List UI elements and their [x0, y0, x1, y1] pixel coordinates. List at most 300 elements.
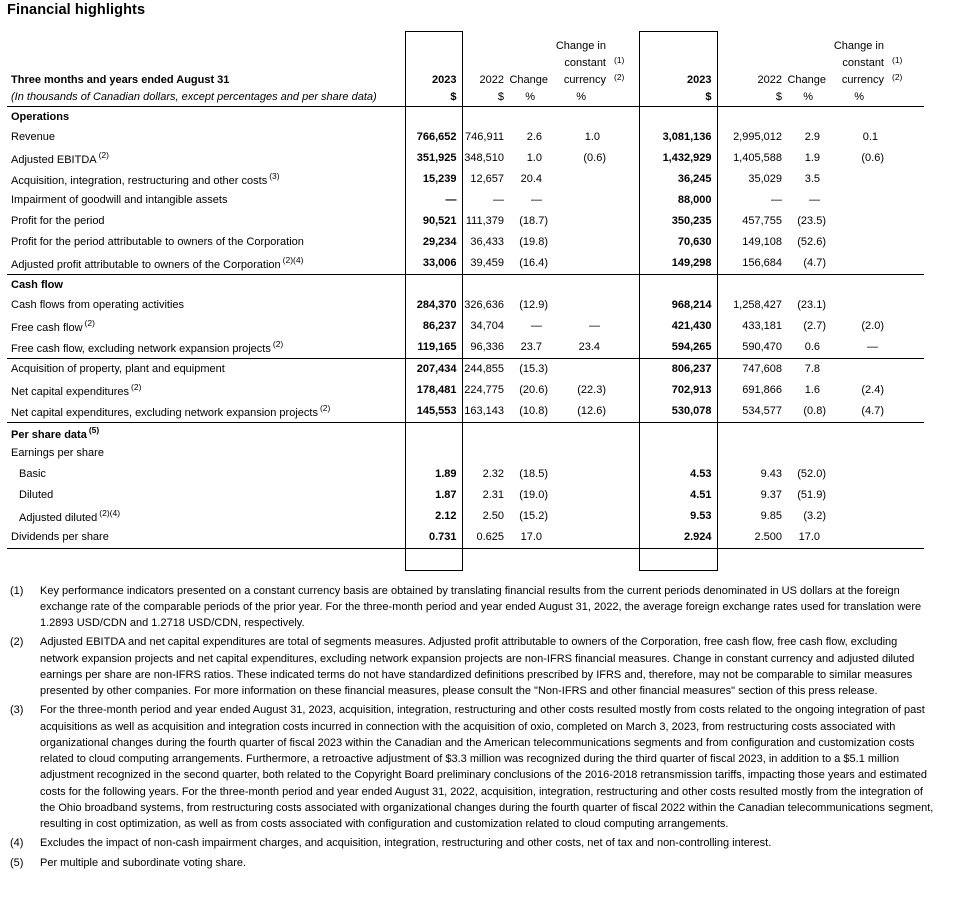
cell-year-change: 17.0 — [798, 531, 820, 543]
cell-year-2023 — [639, 106, 717, 127]
cell-quarter-change: 2.6 — [526, 131, 542, 143]
cell-quarter-2022: 111,379 — [465, 215, 504, 227]
cell-quarter-change: (15.2) — [519, 510, 548, 522]
cell-quarter-change: (15.3) — [509, 358, 553, 380]
cell-quarter-change: 20.4 — [520, 173, 542, 185]
cell-year-change: 1.9 — [804, 152, 820, 164]
row-label — [7, 190, 405, 211]
units-label: (In thousands of Canadian dollars, except percentages and per share data) — [11, 90, 377, 103]
cell-quarter-change: 17.0 — [520, 531, 542, 543]
row-label-text: Adjusted diluted — [19, 512, 98, 524]
cell-year-change — [787, 274, 831, 295]
cell-quarter-2023: 0.731 — [405, 527, 462, 549]
cell-spacer — [889, 232, 924, 253]
row-label-text: Per share data — [11, 428, 87, 441]
footnote-ref: (2)(4) — [282, 255, 304, 265]
cell-spacer — [889, 464, 924, 485]
cell-year-constant-currency: (4.7) — [861, 405, 884, 417]
cell-quarter-2022 — [462, 274, 509, 295]
cell-quarter-2022: 34,704 — [470, 320, 504, 332]
cell-quarter-2022 — [462, 422, 509, 443]
box-closure-quarter — [405, 548, 462, 570]
row-label — [7, 401, 405, 423]
table-row — [7, 127, 924, 148]
cell-quarter-change — [509, 106, 553, 127]
cell-quarter-change: — — [531, 320, 542, 332]
cell-year-change — [787, 422, 831, 443]
cell-year-2022: 9.43 — [760, 468, 782, 480]
cell-year-change: 1.6 — [804, 384, 820, 396]
row-label — [7, 211, 405, 232]
cell-quarter-2023: 207,434 — [405, 358, 462, 380]
cell-year-constant-currency — [831, 274, 889, 295]
cell-quarter-constant-currency — [553, 211, 611, 232]
footnote-ref: (3) — [269, 171, 280, 181]
cell-year-2022: 590,470 — [742, 341, 782, 353]
cell-spacer — [889, 422, 924, 443]
row-label — [7, 316, 405, 337]
cell-year-2023: 594,265 — [639, 337, 717, 359]
cell-spacer — [611, 464, 639, 485]
cell-quarter-2022 — [462, 443, 509, 464]
cell-quarter-change: (12.9) — [519, 299, 548, 311]
cell-quarter-2023: 29,234 — [405, 232, 462, 253]
row-label-text: Net capital expenditures — [11, 386, 130, 398]
section-row — [7, 422, 924, 443]
footnote-number: (2) — [10, 636, 24, 649]
cell-quarter-2023: 90,521 — [405, 211, 462, 232]
footnote-4 — [7, 835, 937, 851]
cell-quarter-2023: 33,006 — [405, 253, 462, 275]
table-row — [7, 337, 924, 359]
cell-spacer — [889, 190, 924, 211]
cell-year-2022: — — [771, 194, 782, 206]
row-label — [7, 443, 405, 464]
cell-spacer — [611, 169, 639, 190]
cell-year-2023: 968,214 — [639, 295, 717, 316]
row-label-text: Acquisition of property, plant and equipment — [11, 363, 225, 375]
footnotes — [7, 583, 937, 872]
cell-year-change: 3.5 — [804, 173, 820, 185]
cell-quarter-2023: 351,925 — [405, 148, 462, 169]
cell-year-change: (52.6) — [797, 236, 826, 248]
cell-year-2022: 534,577 — [742, 405, 782, 417]
cell-year-constant-currency — [831, 211, 889, 232]
footnote-ref: (2) — [98, 150, 109, 160]
cell-quarter-change: (19.0) — [519, 489, 548, 501]
cell-quarter-2022: — — [493, 194, 504, 206]
cell-year-2023: 4.51 — [639, 485, 717, 506]
row-label-text: Adjusted EBITDA — [11, 154, 97, 166]
cell-spacer — [611, 232, 639, 253]
table-row — [7, 527, 924, 549]
col-header-footnote-refs-quarter — [611, 32, 639, 107]
cell-year-constant-currency: (0.6) — [861, 152, 884, 164]
dollar-unit: $ — [450, 90, 457, 103]
footnote-text: Key performance indicators presented on a constant currency basis are obtained by translating financial results from the current periods denominated in US dollars at the foreign exchange rate of the comparable periods of the prior year. For the three-month period and year ended August 31, 2022, the average foreign exchange rates used for translation were 1.2893 USD/CDN and 1.2718 USD/CDN, respectively. — [40, 584, 922, 630]
cell-year-2023: 149,298 — [639, 253, 717, 275]
cell-quarter-change: (18.7) — [519, 215, 548, 227]
cell-quarter-2023 — [405, 443, 462, 464]
table-row — [7, 148, 924, 169]
cell-year-change: — — [809, 194, 820, 206]
cell-spacer — [611, 190, 639, 211]
cell-year-2022 — [717, 106, 787, 127]
cell-quarter-2023: 2.12 — [405, 506, 462, 527]
cell-year-2022: 156,684 — [742, 257, 782, 269]
percent-unit: % — [525, 90, 535, 103]
cell-year-change: (23.1) — [797, 299, 826, 311]
col-header-2022-quarter: 2022 $ — [462, 32, 509, 107]
cell-quarter-2023: 766,652 — [405, 127, 462, 148]
cell-quarter-constant-currency — [553, 527, 611, 549]
cell-quarter-constant-currency — [553, 443, 611, 464]
table-row — [7, 253, 924, 275]
cell-quarter-2022: 0.625 — [476, 531, 504, 543]
cell-quarter-2022: 163,143 — [464, 405, 504, 417]
cell-quarter-change: (18.5) — [519, 468, 548, 480]
cell-spacer — [611, 358, 639, 380]
page-title: Financial highlights — [7, 2, 146, 18]
cell-year-2022: 747,608 — [717, 358, 787, 380]
cell-quarter-2023 — [405, 106, 462, 127]
cell-quarter-2023: 1.89 — [405, 464, 462, 485]
row-label — [7, 232, 405, 253]
table-row — [7, 169, 924, 190]
cell-spacer — [611, 380, 639, 401]
cell-year-2023: 36,245 — [639, 169, 717, 190]
cell-year-constant-currency — [831, 506, 889, 527]
cell-spacer — [611, 337, 639, 359]
cell-spacer — [611, 422, 639, 443]
cell-year-constant-currency — [831, 190, 889, 211]
col-header-2023-year: 2023 $ — [639, 32, 717, 107]
row-label-text: Profit for the period attributable to owners of the Corporation — [11, 236, 304, 248]
row-label — [7, 380, 405, 401]
cell-year-constant-currency: 0.1 — [862, 131, 878, 143]
footnote-ref-1: (1) — [614, 54, 625, 65]
subheader-row — [7, 443, 924, 464]
cell-year-2023: 70,630 — [639, 232, 717, 253]
footnote-number: (3) — [10, 704, 24, 717]
cell-year-constant-currency: (2.4) — [861, 384, 884, 396]
cell-quarter-constant-currency: 23.4 — [578, 341, 600, 353]
cell-quarter-2023: — — [405, 190, 462, 211]
cell-quarter-2023: 86,237 — [405, 316, 462, 337]
row-label-text: Cash flows from operating activities — [11, 299, 185, 311]
cell-quarter-change: (19.8) — [519, 236, 548, 248]
cell-quarter-change: 23.7 — [520, 341, 542, 353]
table-row — [7, 464, 924, 485]
period-label: Three months and years ended August 31 — [11, 73, 230, 86]
cell-year-2022 — [717, 422, 787, 443]
cell-quarter-constant-currency: 1.0 — [584, 131, 600, 143]
cell-spacer — [889, 380, 924, 401]
row-label — [7, 127, 405, 148]
cell-spacer — [889, 295, 924, 316]
cell-year-change — [787, 106, 831, 127]
cell-year-2023: 1,432,929 — [639, 148, 717, 169]
cell-quarter-constant-currency — [553, 169, 611, 190]
row-label-text: Revenue — [11, 131, 56, 143]
row-label-text: Cash flow — [11, 278, 63, 291]
cell-quarter-2022: 348,510 — [464, 152, 504, 164]
row-label — [7, 148, 405, 169]
cell-quarter-2023: 145,553 — [405, 401, 462, 423]
cell-quarter-constant-currency — [553, 106, 611, 127]
cell-quarter-2022: 326,636 — [464, 299, 504, 311]
cell-year-change: (52.0) — [797, 468, 826, 480]
col-header-2022-year: 2022 $ — [717, 32, 787, 107]
cell-year-2023 — [639, 422, 717, 443]
table-row — [7, 380, 924, 401]
col-header-2023-quarter: 2023 $ — [405, 32, 462, 107]
table-row — [7, 401, 924, 423]
footnote-text: Adjusted EBITDA and net capital expenditures are total of segments measures. Adjusted profit attributable to owners of the Corporation, free cash flow, free cash flow, excluding network expansion projects and net capital expenditures, excluding network expansion projects are non-IFRS financial measures. Change in constant currency and adjusted diluted earnings per share are non-IFRS ratios. These indicated terms do not have standardized definitions prescribed by IFRS and, therefore, may not be comparable to similar measures presented by other companies. For more information on these financial measures, please consult the "Non-IFRS and other financial measures" section of this press release. — [40, 636, 915, 698]
row-label — [7, 253, 405, 275]
cell-quarter-constant-currency — [553, 422, 611, 443]
cell-spacer — [889, 485, 924, 506]
cell-quarter-2022: 2.50 — [482, 510, 504, 522]
cell-quarter-2022: 96,336 — [470, 341, 504, 353]
table-row — [7, 190, 924, 211]
table-row — [7, 358, 924, 380]
cell-quarter-2022: 2.31 — [482, 489, 504, 501]
cell-spacer — [611, 485, 639, 506]
cell-spacer — [889, 358, 924, 380]
cell-quarter-2023: 119,165 — [405, 337, 462, 359]
cell-spacer — [889, 316, 924, 337]
cell-quarter-change — [509, 274, 553, 295]
cell-quarter-change: 1.0 — [526, 152, 542, 164]
footnote-ref-2: (2) — [614, 71, 625, 82]
cell-spacer — [611, 443, 639, 464]
cell-spacer — [889, 443, 924, 464]
cell-year-2022: 1,405,588 — [733, 152, 782, 164]
cell-year-2023: 421,430 — [639, 316, 717, 337]
row-label — [7, 169, 405, 190]
cell-spacer — [611, 127, 639, 148]
cell-spacer — [611, 316, 639, 337]
row-label-text: Free cash flow, excluding network expansion projects — [11, 343, 271, 355]
row-label-text: Impairment of goodwill and intangible assets — [11, 194, 228, 206]
cell-year-2022 — [717, 274, 787, 295]
row-label-text: Basic — [19, 468, 46, 480]
cell-year-2023: 88,000 — [639, 190, 717, 211]
cell-quarter-2022: 36,433 — [470, 236, 504, 248]
footnote-3 — [7, 702, 937, 832]
table-row — [7, 211, 924, 232]
financial-highlights-table — [7, 31, 924, 571]
cell-quarter-2022: 746,911 — [465, 131, 504, 143]
cell-year-constant-currency — [831, 485, 889, 506]
cell-spacer — [889, 148, 924, 169]
cell-spacer — [889, 401, 924, 423]
cell-year-2023: 806,237 — [639, 358, 717, 380]
cell-year-change: (0.8) — [803, 405, 826, 417]
cell-spacer — [611, 274, 639, 295]
cell-year-constant-currency — [831, 358, 889, 380]
cell-year-2023: 9.53 — [639, 506, 717, 527]
table-row — [7, 232, 924, 253]
cell-year-constant-currency — [831, 422, 889, 443]
percent-unit: % — [854, 90, 864, 103]
row-label-text: Profit for the period — [11, 215, 105, 227]
cell-year-2022: 1,258,427 — [733, 299, 782, 311]
row-label-text: Acquisition, integration, restructuring and other costs — [11, 175, 268, 187]
cell-year-2023: 702,913 — [639, 380, 717, 401]
table-closing-row — [7, 548, 924, 570]
footnote-number: (1) — [10, 584, 24, 597]
cell-year-constant-currency — [831, 106, 889, 127]
cell-quarter-constant-currency — [553, 358, 611, 380]
cell-quarter-constant-currency: (22.3) — [577, 384, 606, 396]
cell-year-2022: 2.500 — [754, 531, 782, 543]
cell-year-2023: 2.924 — [639, 527, 717, 549]
footnote-ref: (5) — [88, 424, 100, 435]
cell-quarter-constant-currency — [553, 253, 611, 275]
cell-spacer — [611, 527, 639, 549]
section-row — [7, 274, 924, 295]
cell-quarter-constant-currency — [553, 295, 611, 316]
cell-year-2022: 149,108 — [742, 236, 782, 248]
footnote-ref: (2) — [319, 403, 331, 413]
cell-quarter-constant-currency — [553, 190, 611, 211]
row-label — [7, 464, 405, 485]
footnote-number: (5) — [10, 856, 24, 869]
cell-year-2022: 9.37 — [760, 489, 782, 501]
cell-spacer — [889, 337, 924, 359]
cell-spacer — [889, 127, 924, 148]
cell-quarter-constant-currency: (12.6) — [577, 405, 606, 417]
cell-year-change: (2.7) — [803, 320, 826, 332]
cell-quarter-2022: 224,775 — [464, 384, 504, 396]
row-label-text: Dividends per share — [11, 531, 109, 543]
cell-quarter-2023: 15,239 — [405, 169, 462, 190]
percent-unit: % — [803, 90, 813, 103]
cell-year-2022: 433,181 — [742, 320, 782, 332]
footnote-ref: (2) — [272, 339, 284, 349]
cell-spacer — [889, 253, 924, 275]
cell-quarter-change: (20.6) — [519, 384, 548, 396]
section-row — [7, 106, 924, 127]
cell-year-2022: 35,029 — [748, 173, 782, 185]
cell-spacer — [889, 527, 924, 549]
dollar-unit: $ — [497, 90, 504, 103]
footnote-5 — [7, 855, 937, 871]
cell-spacer — [889, 506, 924, 527]
table-body — [7, 106, 924, 548]
cell-spacer — [889, 106, 924, 127]
cell-year-constant-currency: (2.0) — [861, 320, 884, 332]
row-label — [7, 295, 405, 316]
cell-year-2023: 3,081,136 — [639, 127, 717, 148]
footnote-ref-2: (2) — [892, 71, 903, 82]
cell-quarter-constant-currency: — — [589, 320, 600, 332]
footnote-2 — [7, 634, 937, 699]
table-header-row — [7, 32, 924, 107]
cell-quarter-2023 — [405, 274, 462, 295]
col-header-constant-currency-quarter: Change in constant currency % — [553, 32, 611, 107]
row-label — [7, 422, 405, 443]
cell-year-constant-currency — [831, 527, 889, 549]
dollar-unit: $ — [705, 90, 712, 103]
cell-year-constant-currency — [831, 253, 889, 275]
cell-year-constant-currency — [831, 464, 889, 485]
footnote-1 — [7, 583, 937, 632]
cell-quarter-change: — — [531, 194, 542, 206]
cell-year-2023 — [639, 443, 717, 464]
table-header-label — [7, 32, 405, 107]
cell-quarter-2023: 1.87 — [405, 485, 462, 506]
col-header-footnote-refs-year — [889, 32, 924, 107]
cell-year-2023: 530,078 — [639, 401, 717, 423]
footnote-ref-1: (1) — [892, 54, 903, 65]
footnote-text: For the three-month period and year ended August 31, 2023, acquisition, integration, restructuring and other costs resulted mostly from costs related to the ongoing integration of past acquisitions as well as acquisition and integration costs incurred in connection with the acquisition of oxio, completed on March 3, 2023, from restructuring costs associated with organizational changes during the fourth quarter of fiscal 2023 within the Canadian and the American telecommunications segments and from configuration and customization costs related to cloud computing arrangements. Furthermore, a retroactive adjustment of $3.3 million was recognized during the third quarter of fiscal 2023, in addition to a $5.1 million adjustment recognized in the second quarter, both related to the Copyright Board preliminary conclusions of the 2016-2018 retransmission tariffs, impacting those years and estimated costs for the following years. For the three-month period and year ended August 31, 2022, acquisition, integration, restructuring and other costs resulted mostly from the integration of the Ohio broadband systems, from restructuring costs associated with organizational changes during the fourth quarter of fiscal 2022 within the Canadian telecommunications segment, resulting in cost optimization, as well as from costs associated with configuration and customization related to cloud computing arrangements. — [40, 704, 934, 831]
cell-year-change: 2.9 — [804, 131, 820, 143]
cell-year-constant-currency — [831, 295, 889, 316]
cell-year-change: 7.8 — [787, 358, 831, 380]
cell-quarter-change — [509, 443, 553, 464]
row-label — [7, 358, 405, 380]
cell-quarter-2023: 284,370 — [405, 295, 462, 316]
cell-quarter-2022: 2.32 — [482, 468, 504, 480]
cell-year-2022: 457,755 — [742, 215, 782, 227]
row-label — [7, 274, 405, 295]
row-label-text: Free cash flow — [11, 322, 83, 334]
footnote-ref: (2) — [131, 382, 142, 392]
cell-quarter-change: (16.4) — [519, 257, 548, 269]
cell-spacer — [611, 506, 639, 527]
cell-year-change: 0.6 — [804, 341, 820, 353]
row-label — [7, 106, 405, 127]
cell-spacer — [889, 211, 924, 232]
cell-year-2023: 4.53 — [639, 464, 717, 485]
cell-quarter-change: (10.8) — [519, 405, 548, 417]
row-label-text: Earnings per share — [11, 447, 104, 459]
cell-year-change: (51.9) — [797, 489, 826, 501]
cell-year-change: (4.7) — [803, 257, 826, 269]
footnote-number: (4) — [10, 837, 24, 850]
footnote-text: Excludes the impact of non-cash impairment charges, and acquisition, integration, restructuring and other costs, net of tax and non-controlling interest. — [40, 837, 772, 850]
cell-spacer — [611, 253, 639, 275]
cell-year-constant-currency — [831, 443, 889, 464]
cell-year-2023: 350,235 — [639, 211, 717, 232]
cell-quarter-constant-currency: (0.6) — [583, 152, 606, 164]
footnote-text: Per multiple and subordinate voting share. — [40, 856, 247, 869]
cell-quarter-constant-currency — [553, 232, 611, 253]
cell-spacer — [611, 295, 639, 316]
cell-spacer — [611, 211, 639, 232]
cell-year-2022: 2,995,012 — [733, 131, 782, 143]
percent-unit: % — [576, 90, 586, 103]
cell-quarter-constant-currency — [553, 274, 611, 295]
cell-spacer — [611, 106, 639, 127]
col-header-constant-currency-year: Change in constant currency % — [831, 32, 889, 107]
cell-quarter-change — [509, 422, 553, 443]
row-label — [7, 337, 405, 359]
cell-year-constant-currency — [831, 232, 889, 253]
cell-quarter-2022: 39,459 — [470, 257, 504, 269]
cell-quarter-constant-currency — [553, 464, 611, 485]
table-row — [7, 485, 924, 506]
cell-spacer — [611, 148, 639, 169]
table-row — [7, 295, 924, 316]
cell-year-change — [787, 443, 831, 464]
cell-year-change: (23.5) — [797, 215, 826, 227]
cell-quarter-2023 — [405, 422, 462, 443]
footnote-ref: (2) — [84, 318, 95, 328]
